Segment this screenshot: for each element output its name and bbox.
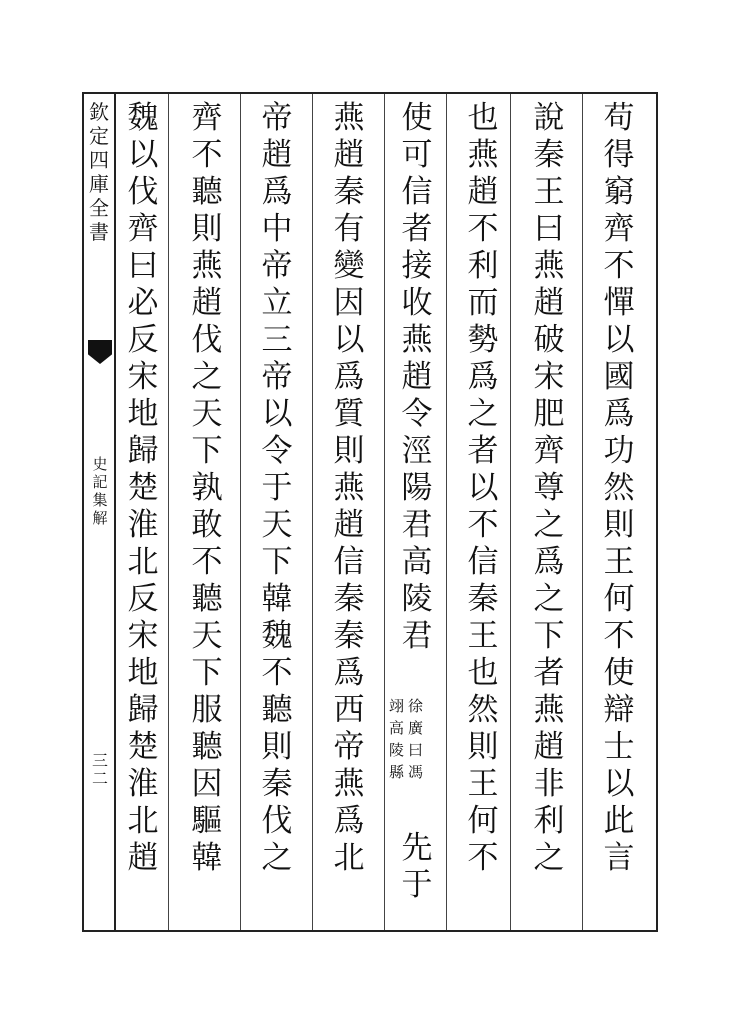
text-column — [464, 100, 502, 920]
text-column — [600, 100, 638, 920]
column-rule — [168, 94, 169, 930]
column-rule — [312, 94, 313, 930]
text-column — [258, 100, 296, 920]
column-rule — [240, 94, 241, 930]
text-column — [530, 100, 568, 920]
note-line: 翊高陵縣 — [388, 697, 404, 781]
note-line: 徐廣曰馮 — [407, 697, 423, 781]
column-rule — [384, 94, 385, 930]
column-text: 魏以伐齊曰必反宋地歸楚淮北反宋地歸楚淮北趙 — [127, 100, 159, 876]
column-text: 說秦王曰燕趙破宋肥齊尊之爲之下者燕趙非利之 — [533, 100, 565, 876]
margin-page-number: 三二 — [91, 751, 108, 788]
text-column — [124, 100, 162, 920]
text-column — [188, 100, 226, 920]
text-column — [330, 100, 368, 920]
column-text: 燕趙秦有變因以爲質則燕趙信秦秦爲西帝燕爲北 — [333, 100, 365, 876]
interlinear-note — [388, 695, 424, 783]
column-text: 也燕趙不利而勢爲之者以不信秦王也然則王何不 — [467, 100, 499, 876]
margin-collection-title: 欽定四庫全書 — [89, 100, 109, 244]
column-text: 苟得窮齊不憚以國爲功然則王何不使辯士以此言 — [603, 100, 635, 876]
column-rule — [446, 94, 447, 930]
note-continuation — [398, 830, 436, 910]
margin-book-title: 史記集解 — [92, 455, 108, 527]
text-column-with-note — [398, 100, 436, 920]
column-text: 帝趙爲中帝立三帝以令于天下韓魏不聽則秦伐之 — [261, 100, 293, 876]
column-rule — [582, 94, 583, 930]
column-rule — [510, 94, 511, 930]
column-text: 齊不聽則燕趙伐之天下孰敢不聽天下服聽因驅韓 — [191, 100, 223, 876]
column-text: 使可信者接收燕趙令涇陽君高陵君 — [401, 100, 433, 654]
column-text: 先于 — [401, 830, 433, 903]
